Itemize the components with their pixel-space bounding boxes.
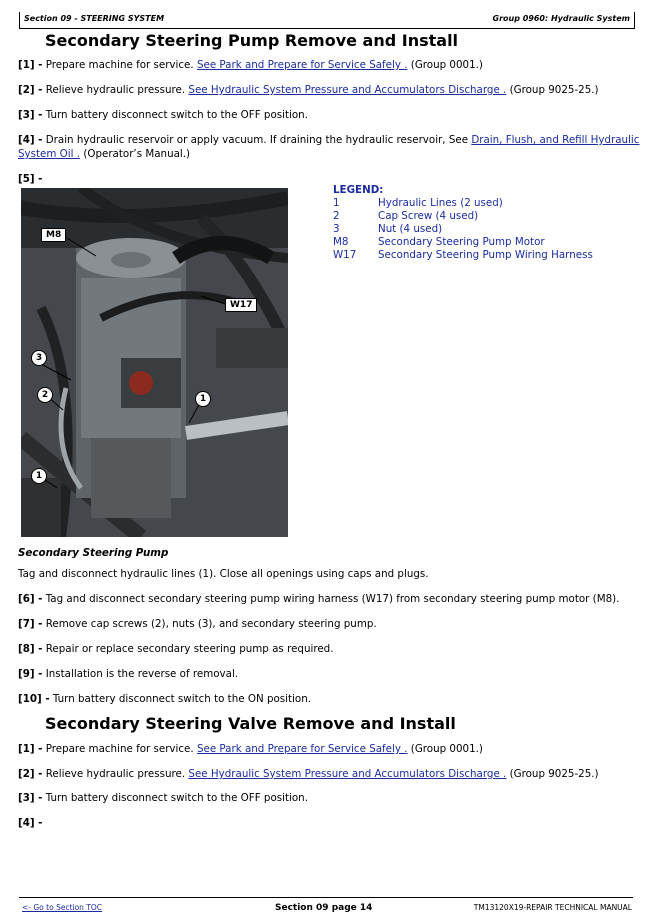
- legend-item: 3 Nut (4 used): [333, 223, 443, 235]
- page-number: Section 09 page 14: [275, 903, 373, 913]
- callout-leaders: [21, 188, 288, 537]
- legend-item: 2 Cap Screw (4 used): [333, 210, 479, 222]
- callout-2: 2: [37, 387, 53, 403]
- step-8: [8] - Repair or replace secondary steering pump as required.: [18, 643, 334, 655]
- step-5: [5] -: [18, 173, 43, 185]
- link-drain-flush[interactable]: Drain, Flush, and Refill Hydraulic: [471, 134, 640, 146]
- page-header: [19, 12, 635, 29]
- link-park-prepare[interactable]: See Park and Prepare for Service Safely .: [196, 59, 408, 71]
- s2-step-1: [1] - Prepare machine for service. See Park and Prepare for Service Safely . (Group 0001.): [18, 743, 483, 755]
- link-park-prepare-2[interactable]: See Park and Prepare for Service Safely .: [196, 743, 408, 755]
- step-4: [4] - Drain hydraulic reservoir or apply vacuum. If draining the hydraulic reservoir, See Drain, Flush, and Refill Hydraulic System Oil . (Operator’s Manual.): [18, 134, 640, 160]
- step-10: [10] - Turn battery disconnect switch to the ON position.: [18, 693, 311, 705]
- header-group: Group 0960: Hydraulic System: [492, 14, 630, 23]
- s2-step-4: [4] -: [18, 817, 43, 829]
- step-9: [9] - Installation is the reverse of removal.: [18, 668, 239, 680]
- s2-step-2: [2] - Relieve hydraulic pressure. See Hydraulic System Pressure and Accumulators Discharge . (Group 9025-25.): [18, 768, 599, 780]
- legend-item: 1 Hydraulic Lines (2 used): [333, 197, 503, 209]
- legend-title: LEGEND:: [333, 184, 384, 196]
- pump-photo: [21, 188, 288, 537]
- legend-item: W17 Secondary Steering Pump Wiring Harness: [333, 249, 593, 261]
- callout-1-right: 1: [195, 391, 211, 407]
- section2-title: Secondary Steering Valve Remove and Install: [45, 714, 456, 733]
- step-1: [1] - Prepare machine for service. See Park and Prepare for Service Safely . (Group 0001.): [18, 59, 483, 71]
- legend: [333, 184, 593, 262]
- callout-3: 3: [31, 350, 47, 366]
- header-section: Section 09 - STEERING SYSTEM: [24, 14, 165, 23]
- link-system-oil[interactable]: System Oil .: [18, 148, 81, 160]
- step-3: [3] - Turn battery disconnect switch to the OFF position.: [18, 109, 308, 121]
- step-6: [6] - Tag and disconnect secondary steering pump wiring harness (W17) from secondary steering pump motor (M8).: [18, 593, 620, 605]
- callout-1-left: 1: [31, 468, 47, 484]
- section1-title: Secondary Steering Pump Remove and Install: [45, 31, 459, 50]
- link-pressure-discharge-2[interactable]: See Hydraulic System Pressure and Accumulators Discharge .: [188, 768, 507, 780]
- callout-w17: W17: [225, 298, 257, 312]
- s2-step-3: [3] - Turn battery disconnect switch to the OFF position.: [18, 792, 308, 804]
- link-pressure-discharge[interactable]: See Hydraulic System Pressure and Accumulators Discharge .: [188, 84, 507, 96]
- caption-text: Tag and disconnect hydraulic lines (1). Close all openings using caps and plugs.: [18, 568, 429, 580]
- toc-link[interactable]: <- Go to Section TOC: [22, 903, 103, 912]
- legend-item: M8 Secondary Steering Pump Motor: [333, 236, 545, 248]
- figure-caption: Secondary Steering Pump: [18, 547, 169, 559]
- footer-divider: [19, 897, 633, 898]
- manual-id: TM13120X19-REPAIR TECHNICAL MANUAL: [473, 903, 632, 912]
- step-7: [7] - Remove cap screws (2), nuts (3), and secondary steering pump.: [18, 618, 377, 630]
- callout-m8: M8: [41, 228, 66, 242]
- step-2: [2] - Relieve hydraulic pressure. See Hydraulic System Pressure and Accumulators Discharge . (Group 9025-25.): [18, 84, 599, 96]
